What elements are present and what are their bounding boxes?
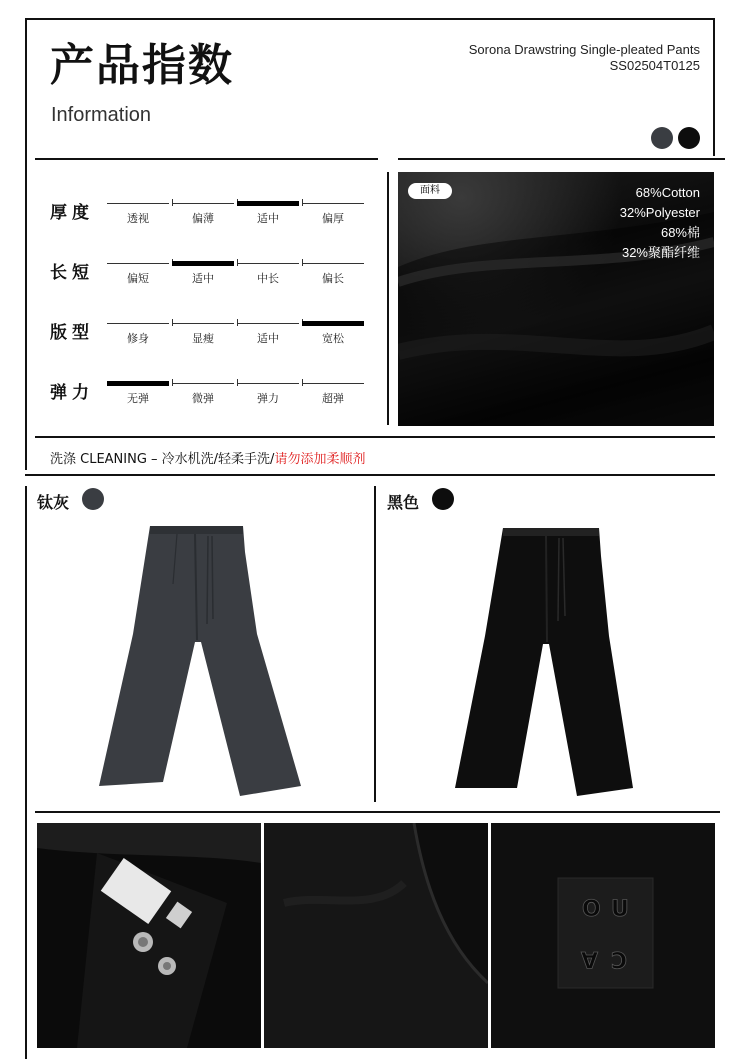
index-option: 偏厚 <box>302 203 368 227</box>
index-option: 透视 <box>107 203 173 227</box>
index-option: 偏短 <box>107 263 173 287</box>
color-name-black: 黑色 <box>387 493 420 512</box>
cleaning-instructions <box>50 448 365 467</box>
pants-gray-image <box>95 524 305 800</box>
colors-divider-vertical <box>374 486 376 802</box>
index-option-selected: 适中 <box>172 263 238 287</box>
composition-line: 32%聚酯纤维 <box>621 245 700 260</box>
index-option: 显瘦 <box>172 323 238 347</box>
cleaning-text: 洗涤 CLEANING – 冷水机洗/轻柔手洗/ <box>50 452 275 467</box>
detail-photo-waistband <box>37 823 261 1048</box>
color-swatch-black <box>432 488 454 510</box>
pocket-icon <box>264 823 488 1048</box>
product-info <box>469 42 700 74</box>
index-option: 中长 <box>237 263 303 287</box>
svg-text:C: C <box>610 946 627 971</box>
index-option: 微弹 <box>172 383 238 407</box>
composition-line: 68%棉 <box>660 225 700 240</box>
waistband-label-icon <box>37 823 261 1048</box>
product-sku: SS02504T0125 <box>609 58 700 73</box>
svg-text:O: O <box>582 897 601 922</box>
page-subtitle: Information <box>51 104 152 126</box>
color-swatch-gray <box>82 488 104 510</box>
cleaning-warning: 请勿添加柔顺剂 <box>274 452 366 467</box>
divider-details <box>35 811 720 813</box>
index-label-stretch: 弹力 <box>50 383 94 403</box>
fabric-swatch-image <box>398 172 714 426</box>
color-dot-gray <box>651 127 673 149</box>
index-option-selected: 适中 <box>237 203 303 227</box>
svg-text:U: U <box>611 897 629 922</box>
divider-right <box>398 158 725 160</box>
logo-patch-icon <box>491 823 715 1048</box>
left-border <box>25 18 27 470</box>
divider-cleaning-top <box>35 436 715 438</box>
product-name: Sorona Drawstring Single-pleated Pants <box>468 42 700 57</box>
index-label-fit: 版型 <box>50 323 94 343</box>
index-option: 修身 <box>107 323 173 347</box>
index-option: 适中 <box>237 323 303 347</box>
fabric-composition <box>620 183 700 263</box>
divider-cleaning-bottom <box>25 474 715 476</box>
divider-left <box>35 158 378 160</box>
color-dot-black <box>678 127 700 149</box>
color-name-gray: 钛灰 <box>37 493 70 512</box>
composition-line: 68%Cotton <box>635 185 700 200</box>
index-option-selected: 宽松 <box>302 323 368 347</box>
fabric-tag: 面料 <box>408 183 452 199</box>
index-label-thickness: 厚度 <box>50 203 94 223</box>
index-option: 偏薄 <box>172 203 238 227</box>
index-label-length: 长短 <box>50 263 94 283</box>
index-option: 弹力 <box>237 383 303 407</box>
svg-text:A: A <box>580 946 598 971</box>
index-option-selected: 无弹 <box>107 383 173 407</box>
divider-vertical <box>387 172 389 425</box>
index-option: 超弹 <box>302 383 368 407</box>
composition-line: 32%Polyester <box>619 205 700 220</box>
top-border <box>25 18 714 20</box>
page-title: 产品指数 <box>50 40 234 91</box>
colors-left-border <box>25 486 27 1059</box>
pants-black-image <box>437 526 637 798</box>
detail-photo-logo <box>491 823 715 1048</box>
detail-photo-pocket <box>264 823 488 1048</box>
index-option: 偏长 <box>302 263 368 287</box>
right-border <box>713 18 715 156</box>
